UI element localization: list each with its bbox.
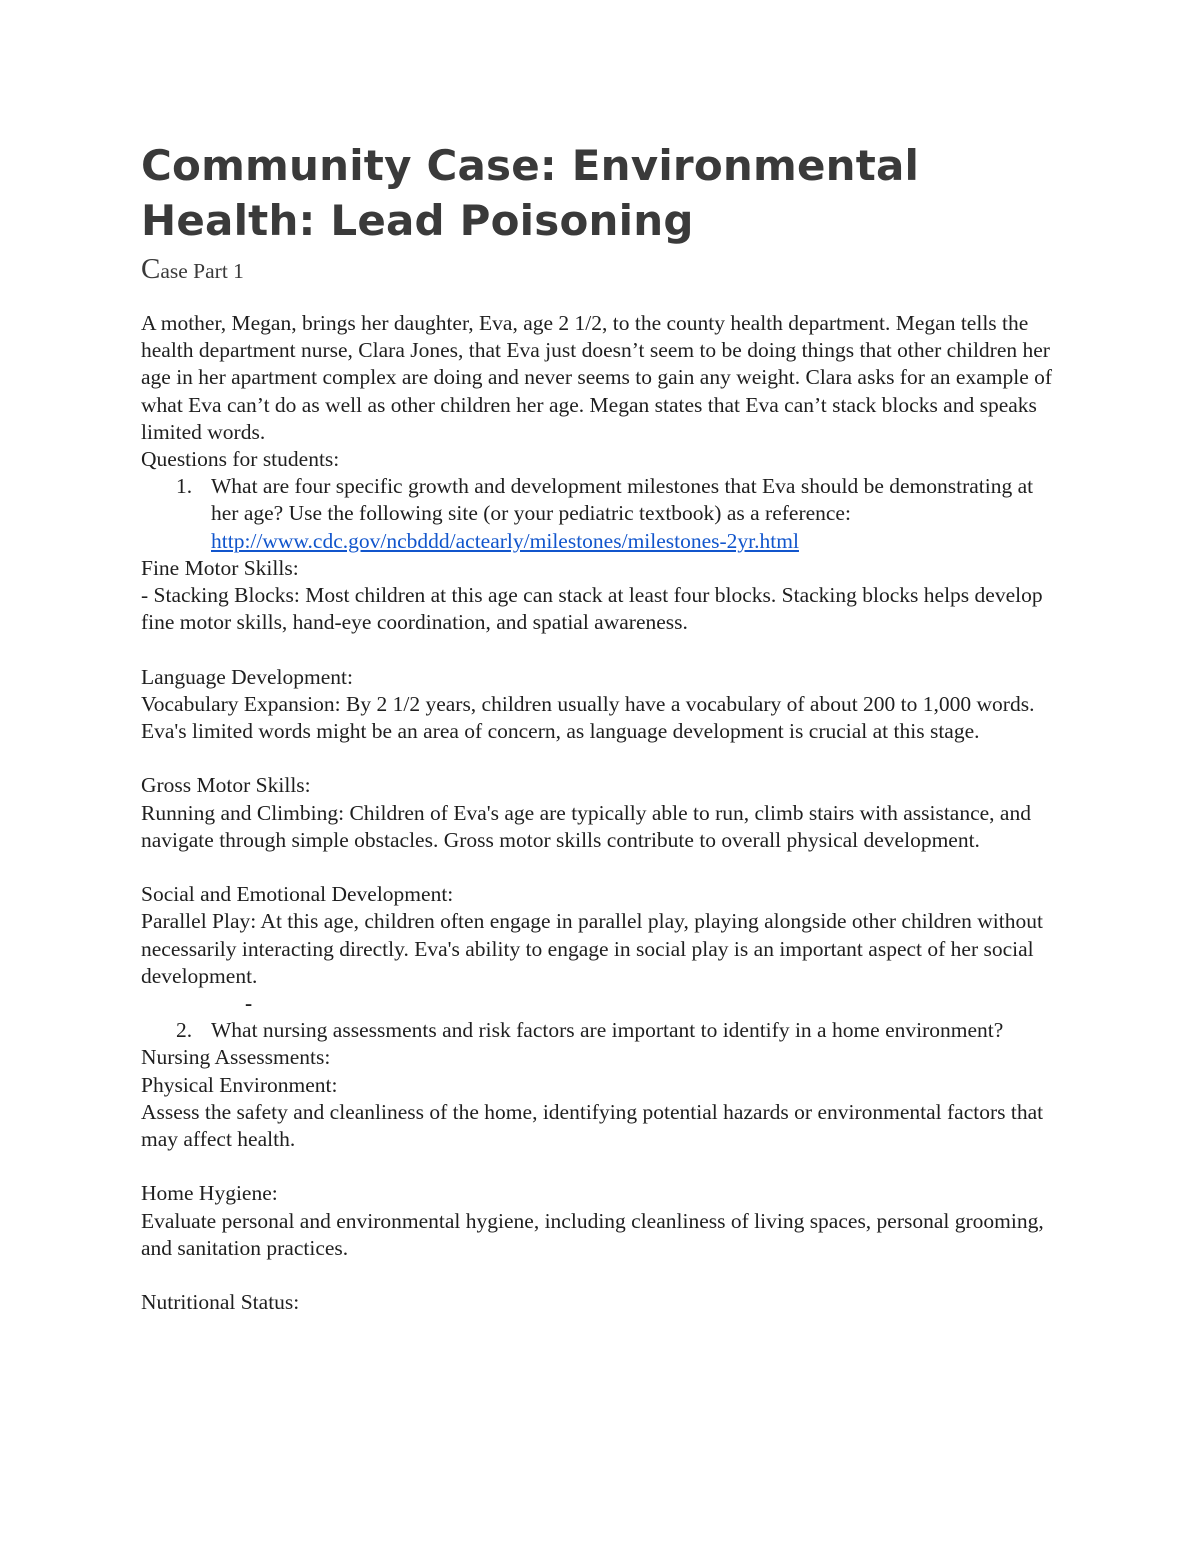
gross-motor-heading: Gross Motor Skills: [141,773,311,798]
home-hygiene-heading: Home Hygiene: [141,1181,278,1206]
question-1-text: What are four specific growth and development milestones that Eva should be demonstrating at her age? Use the following site (or your pediatric textbook) as a reference: [211,474,1034,526]
question-2 [176,1017,1061,1044]
case-part-heading [141,252,1061,288]
bullet-dash: - [245,991,253,1016]
question-1 [176,473,1061,555]
spacer [141,1153,1061,1180]
question-2-text: What nursing assessments and risk factors are important to identify in a home environment? [211,1018,1004,1043]
physical-environment-body: Assess the safety and cleanliness of the home, identifying potential hazards or environmental factors that may affect health. [141,1099,1044,1152]
social-body: Parallel Play: At this age, children often engage in parallel play, playing alongside other children without necessarily interacting directly. Eva's ability to engage in social play is an important aspect of her social development. [141,909,1043,988]
home-hygiene-body: Evaluate personal and environmental hygiene, including cleanliness of living spaces, personal grooming, and sanitation practices. [141,1208,1044,1260]
language-body: Vocabulary Expansion: By 2 1/2 years, children usually have a vocabulary of about 200 to 1,000 words. Eva's limited words might be an area of concern, as language development is crucial at this stage. [141,691,1035,744]
document-page [141,138,1061,1316]
case-intro-paragraph: A mother, Megan, brings her daughter, Eva, age 2 1/2, to the county health department. Megan tells the health department nurse, Clara Jones, that Eva just doesn’t seem to be doing things that other children her age in her apartment complex are doing and never seems to gain any weight. Clara asks for an example of what Eva can’t do as well as other children her age. Megan states that Eva can’t stack blocks and speaks limited words. [141,311,1053,444]
question-list-2 [141,1017,1061,1044]
document-title: Community Case: Environmental Health: Lead Poisoning [141,141,920,245]
question-1-number: 1. [176,474,193,499]
language-heading: Language Development: [141,664,353,689]
fine-motor-heading: Fine Motor Skills: [141,555,299,580]
spacer [141,1262,1061,1289]
cdc-milestones-link[interactable]: http://www.cdc.gov/ncbddd/actearly/milestones/milestones-2yr.html [211,528,799,553]
nursing-assessments-heading: Nursing Assessments: [141,1045,331,1070]
nutritional-status-heading: Nutritional Status: [141,1290,300,1315]
social-heading: Social and Emotional Development: [141,882,454,907]
case-part-initial: C [141,253,161,285]
questions-heading: Questions for students: [141,447,340,472]
spacer [141,745,1061,772]
question-2-number: 2. [176,1018,193,1043]
case-part-rest: ase Part 1 [160,259,244,283]
fine-motor-body: - Stacking Blocks: Most children at this age can stack at least four blocks. Stacking blocks helps develop fine motor skills, hand-eye coordination, and spatial awareness. [141,583,1043,635]
physical-environment-heading: Physical Environment: [141,1072,338,1097]
spacer [141,636,1061,663]
gross-motor-body: Running and Climbing: Children of Eva's age are typically able to run, climb stairs with assistance, and navigate through simple obstacles. Gross motor skills contribute to overall physical development. [141,800,1031,852]
spacer [141,854,1061,881]
question-list-1 [141,473,1061,555]
